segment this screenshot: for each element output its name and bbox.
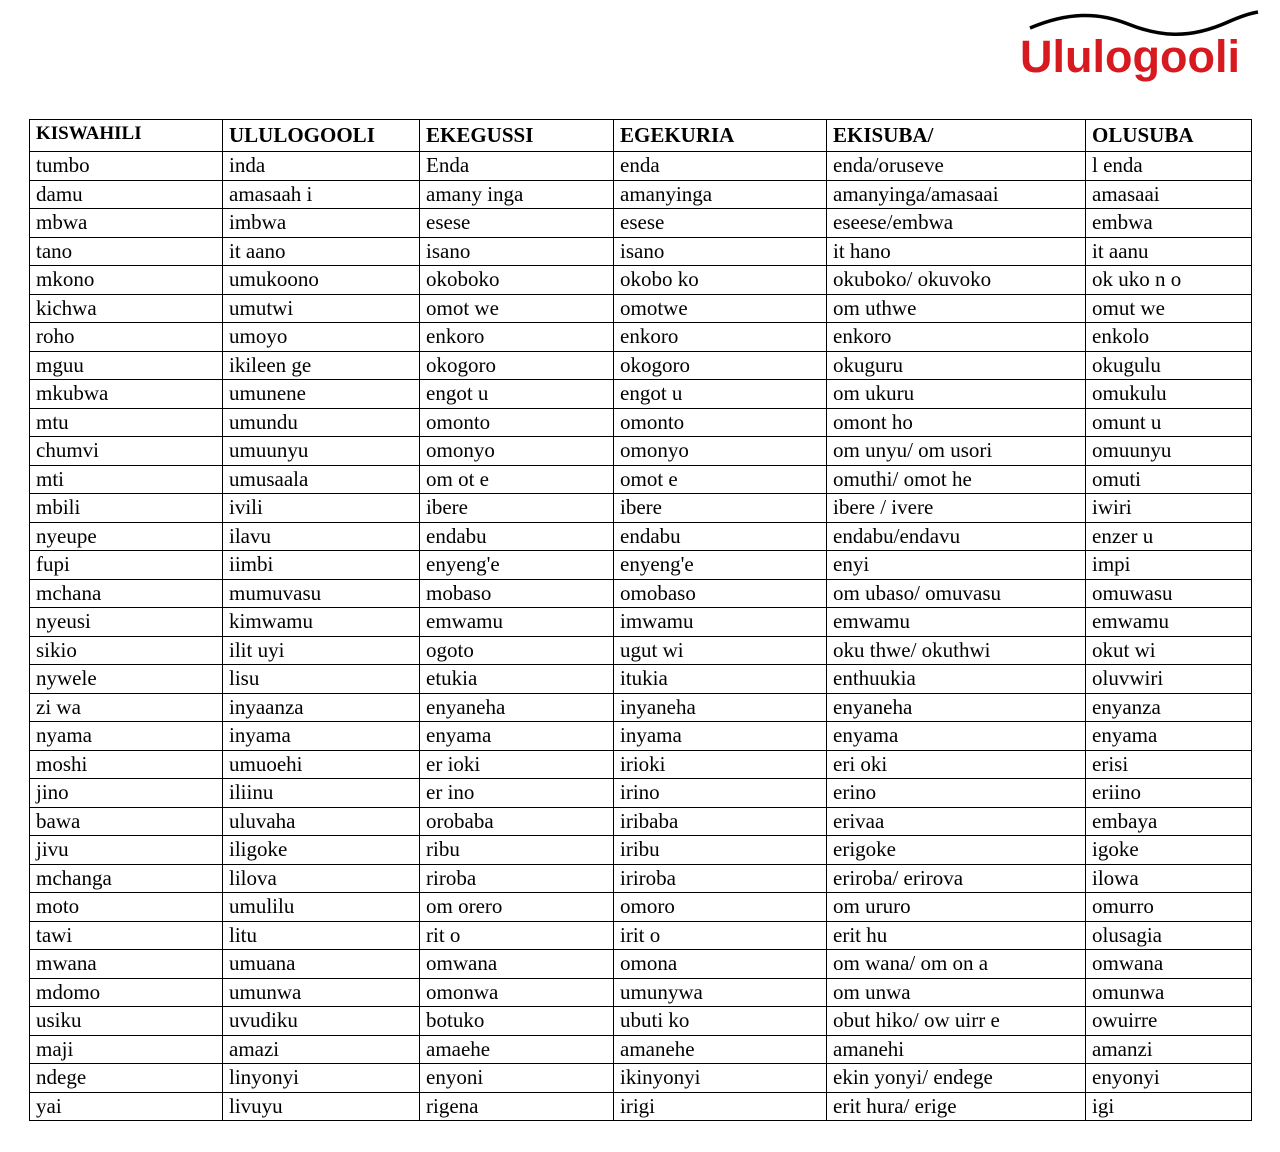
cell-olusuba: omuunyu [1086,437,1252,466]
cell-ululogooli: kimwamu [223,608,420,637]
cell-ululogooli: ilavu [223,522,420,551]
cell-kiswahili: bawa [30,807,223,836]
cell-ululogooli: amasaah i [223,180,420,209]
cell-ekisuba: obut hiko/ ow uirr e [827,1007,1086,1036]
cell-egekuria: ugut wi [614,636,827,665]
table-row [30,237,1252,266]
cell-ekegussi: esese [420,209,614,238]
cell-egekuria: esese [614,209,827,238]
cell-egekuria: enkoro [614,323,827,352]
cell-olusuba: iwiri [1086,494,1252,523]
cell-ekegussi: mobaso [420,579,614,608]
cell-egekuria: iribu [614,836,827,865]
cell-egekuria: imwamu [614,608,827,637]
cell-ululogooli: umunwa [223,978,420,1007]
vocabulary-table [29,119,1252,1121]
table-row [30,380,1252,409]
cell-egekuria: omonyo [614,437,827,466]
cell-kiswahili: nywele [30,665,223,694]
cell-kiswahili: moshi [30,750,223,779]
cell-kiswahili: mbili [30,494,223,523]
cell-egekuria: omona [614,950,827,979]
cell-kiswahili: roho [30,323,223,352]
cell-kiswahili: mkubwa [30,380,223,409]
cell-ekegussi: omwana [420,950,614,979]
cell-egekuria: irit o [614,921,827,950]
table-row [30,1035,1252,1064]
cell-ululogooli: mumuvasu [223,579,420,608]
cell-ekisuba: enyi [827,551,1086,580]
cell-egekuria: irioki [614,750,827,779]
cell-ekegussi: enyeng'e [420,551,614,580]
cell-ululogooli: amazi [223,1035,420,1064]
cell-kiswahili: tawi [30,921,223,950]
cell-ekisuba: amanyinga/amasaai [827,180,1086,209]
table-row [30,1007,1252,1036]
cell-olusuba: olusagia [1086,921,1252,950]
cell-ekisuba: ekin yonyi/ endege [827,1064,1086,1093]
cell-olusuba: omunt u [1086,408,1252,437]
cell-ekisuba: om ukuru [827,380,1086,409]
table-row [30,522,1252,551]
cell-ululogooli: iligoke [223,836,420,865]
cell-kiswahili: mchana [30,579,223,608]
cell-olusuba: igi [1086,1092,1252,1121]
cell-olusuba: omunwa [1086,978,1252,1007]
cell-olusuba: omwana [1086,950,1252,979]
cell-ululogooli: litu [223,921,420,950]
cell-kiswahili: mchanga [30,864,223,893]
cell-kiswahili: nyeupe [30,522,223,551]
table-row [30,437,1252,466]
cell-ekegussi: okoboko [420,266,614,295]
cell-kiswahili: mti [30,465,223,494]
cell-ekisuba: erino [827,779,1086,808]
cell-egekuria: okobo ko [614,266,827,295]
cell-olusuba: okut wi [1086,636,1252,665]
cell-ekegussi: ribu [420,836,614,865]
cell-kiswahili: tumbo [30,152,223,181]
cell-egekuria: iriroba [614,864,827,893]
cell-olusuba: enyanza [1086,693,1252,722]
cell-olusuba: oluvwiri [1086,665,1252,694]
cell-kiswahili: sikio [30,636,223,665]
cell-ululogooli: it aano [223,237,420,266]
cell-ekegussi: ibere [420,494,614,523]
cell-ululogooli: inda [223,152,420,181]
table-row [30,921,1252,950]
cell-egekuria: engot u [614,380,827,409]
table-row [30,209,1252,238]
cell-ekegussi: enyoni [420,1064,614,1093]
cell-ululogooli: ilit uyi [223,636,420,665]
cell-egekuria: amanehe [614,1035,827,1064]
cell-egekuria: omobaso [614,579,827,608]
cell-ululogooli: umoyo [223,323,420,352]
cell-olusuba: enkolo [1086,323,1252,352]
cell-ekisuba: eri oki [827,750,1086,779]
cell-kiswahili: tano [30,237,223,266]
header-kiswahili: KISWAHILI [30,120,223,152]
cell-kiswahili: nyeusi [30,608,223,637]
cell-ululogooli: iliinu [223,779,420,808]
cell-ululogooli: linyonyi [223,1064,420,1093]
cell-kiswahili: ndege [30,1064,223,1093]
table-row [30,1064,1252,1093]
cell-egekuria: ikinyonyi [614,1064,827,1093]
cell-ekisuba: omuthi/ omot he [827,465,1086,494]
table-row [30,665,1252,694]
table-row [30,608,1252,637]
cell-ekisuba: omont ho [827,408,1086,437]
cell-olusuba: impi [1086,551,1252,580]
cell-ekegussi: omot we [420,294,614,323]
cell-egekuria: omot e [614,465,827,494]
table-row [30,950,1252,979]
cell-egekuria: endabu [614,522,827,551]
cell-ekisuba: om ururo [827,893,1086,922]
cell-ululogooli: umunene [223,380,420,409]
cell-ekegussi: om ot e [420,465,614,494]
cell-ekisuba: enkoro [827,323,1086,352]
cell-ekisuba: om unwa [827,978,1086,1007]
cell-olusuba: amasaai [1086,180,1252,209]
table-row [30,750,1252,779]
header-olusuba: OLUSUBA [1086,120,1252,152]
cell-ekisuba: erit hu [827,921,1086,950]
cell-egekuria: itukia [614,665,827,694]
cell-kiswahili: maji [30,1035,223,1064]
table-row [30,494,1252,523]
cell-olusuba: embwa [1086,209,1252,238]
cell-egekuria: inyama [614,722,827,751]
cell-kiswahili: usiku [30,1007,223,1036]
cell-kiswahili: mtu [30,408,223,437]
cell-olusuba: igoke [1086,836,1252,865]
cell-ekisuba: okuboko/ okuvoko [827,266,1086,295]
cell-ekegussi: rit o [420,921,614,950]
cell-ekegussi: omonto [420,408,614,437]
cell-ululogooli: ivili [223,494,420,523]
cell-ekegussi: botuko [420,1007,614,1036]
table-row [30,323,1252,352]
cell-ululogooli: umuunyu [223,437,420,466]
table-row [30,779,1252,808]
cell-ekegussi: enkoro [420,323,614,352]
cell-kiswahili: chumvi [30,437,223,466]
cell-ululogooli: imbwa [223,209,420,238]
table-row [30,807,1252,836]
cell-ekegussi: isano [420,237,614,266]
cell-olusuba: emwamu [1086,608,1252,637]
cell-ekegussi: enyaneha [420,693,614,722]
cell-ululogooli: lisu [223,665,420,694]
cell-olusuba: it aanu [1086,237,1252,266]
cell-olusuba: omukulu [1086,380,1252,409]
header-ekegussi: EKEGUSSI [420,120,614,152]
cell-ekisuba: ibere / ivere [827,494,1086,523]
cell-ekisuba: erigoke [827,836,1086,865]
cell-ekisuba: enyama [827,722,1086,751]
table-row [30,693,1252,722]
cell-kiswahili: mwana [30,950,223,979]
cell-ekegussi: ogoto [420,636,614,665]
cell-ululogooli: inyama [223,722,420,751]
cell-ekegussi: riroba [420,864,614,893]
cell-olusuba: erisi [1086,750,1252,779]
table-row [30,836,1252,865]
cell-kiswahili: mdomo [30,978,223,1007]
cell-ululogooli: umundu [223,408,420,437]
cell-ekegussi: etukia [420,665,614,694]
cell-olusuba: owuirre [1086,1007,1252,1036]
cell-egekuria: inyaneha [614,693,827,722]
cell-olusuba: amanzi [1086,1035,1252,1064]
cell-olusuba: embaya [1086,807,1252,836]
table-row [30,636,1252,665]
cell-ekegussi: rigena [420,1092,614,1121]
cell-kiswahili: damu [30,180,223,209]
cell-ekisuba: om wana/ om on a [827,950,1086,979]
cell-kiswahili: mguu [30,351,223,380]
cell-egekuria: enda [614,152,827,181]
cell-ululogooli: livuyu [223,1092,420,1121]
table-row [30,551,1252,580]
cell-olusuba: l enda [1086,152,1252,181]
cell-ululogooli: inyaanza [223,693,420,722]
cell-ekegussi: amany inga [420,180,614,209]
cell-olusuba: ilowa [1086,864,1252,893]
cell-egekuria: isano [614,237,827,266]
logo-text: Ululogooli [1020,31,1240,82]
table-row [30,722,1252,751]
cell-olusuba: omut we [1086,294,1252,323]
table-row [30,978,1252,1007]
cell-ekisuba: erit hura/ erige [827,1092,1086,1121]
cell-ekegussi: omonwa [420,978,614,1007]
cell-ekegussi: engot u [420,380,614,409]
cell-kiswahili: fupi [30,551,223,580]
cell-kiswahili: mbwa [30,209,223,238]
cell-kiswahili: kichwa [30,294,223,323]
cell-ululogooli: lilova [223,864,420,893]
cell-ekisuba: oku thwe/ okuthwi [827,636,1086,665]
cell-olusuba: omuwasu [1086,579,1252,608]
cell-ululogooli: iimbi [223,551,420,580]
cell-kiswahili: jino [30,779,223,808]
cell-ekegussi: emwamu [420,608,614,637]
cell-kiswahili: jivu [30,836,223,865]
table-row [30,864,1252,893]
cell-ekisuba: enda/oruseve [827,152,1086,181]
cell-kiswahili: nyama [30,722,223,751]
cell-olusuba: enzer u [1086,522,1252,551]
cell-ululogooli: umuana [223,950,420,979]
cell-ekisuba: amanehi [827,1035,1086,1064]
cell-kiswahili: yai [30,1092,223,1121]
cell-kiswahili: mkono [30,266,223,295]
cell-ululogooli: uluvaha [223,807,420,836]
cell-ululogooli: umukoono [223,266,420,295]
cell-kiswahili: moto [30,893,223,922]
cell-ekegussi: omonyo [420,437,614,466]
cell-egekuria: iribaba [614,807,827,836]
header-egekuria: EGEKURIA [614,120,827,152]
cell-ekegussi: om orero [420,893,614,922]
cell-kiswahili: zi wa [30,693,223,722]
cell-olusuba: enyama [1086,722,1252,751]
cell-egekuria: irino [614,779,827,808]
cell-ekegussi: er ioki [420,750,614,779]
header-ekisuba: EKISUBA/ [827,120,1086,152]
cell-egekuria: amanyinga [614,180,827,209]
table-row [30,408,1252,437]
table-row [30,152,1252,181]
cell-olusuba: okugulu [1086,351,1252,380]
cell-egekuria: ubuti ko [614,1007,827,1036]
cell-ekegussi: okogoro [420,351,614,380]
cell-olusuba: omurro [1086,893,1252,922]
cell-ekisuba: enyaneha [827,693,1086,722]
cell-egekuria: omonto [614,408,827,437]
cell-ekisuba: om uthwe [827,294,1086,323]
cell-olusuba: enyonyi [1086,1064,1252,1093]
cell-egekuria: okogoro [614,351,827,380]
cell-ekegussi: Enda [420,152,614,181]
cell-ekegussi: enyama [420,722,614,751]
cell-egekuria: irigi [614,1092,827,1121]
cell-olusuba: ok uko n o [1086,266,1252,295]
cell-ekisuba: emwamu [827,608,1086,637]
cell-ekisuba: it hano [827,237,1086,266]
cell-ululogooli: umusaala [223,465,420,494]
cell-ekisuba: om unyu/ om usori [827,437,1086,466]
cell-olusuba: eriino [1086,779,1252,808]
cell-ululogooli: umuoehi [223,750,420,779]
table-row [30,465,1252,494]
cell-ekegussi: er ino [420,779,614,808]
table-row [30,266,1252,295]
cell-ekegussi: orobaba [420,807,614,836]
table-row [30,893,1252,922]
cell-egekuria: enyeng'e [614,551,827,580]
cell-egekuria: ibere [614,494,827,523]
cell-ekegussi: endabu [420,522,614,551]
table-row [30,351,1252,380]
cell-ululogooli: uvudiku [223,1007,420,1036]
cell-ekisuba: okuguru [827,351,1086,380]
table-row [30,294,1252,323]
ululogooli-logo [1020,10,1260,90]
cell-ekisuba: om ubaso/ omuvasu [827,579,1086,608]
cell-ekisuba: enthuukia [827,665,1086,694]
cell-ululogooli: umutwi [223,294,420,323]
cell-olusuba: omuti [1086,465,1252,494]
header-ululogooli: ULULOGOOLI [223,120,420,152]
cell-ekisuba: eriroba/ erirova [827,864,1086,893]
cell-ululogooli: ikileen ge [223,351,420,380]
cell-ululogooli: umulilu [223,893,420,922]
vocabulary-rows [30,152,1252,1121]
cell-ekisuba: erivaa [827,807,1086,836]
table-row [30,579,1252,608]
table-row [30,1092,1252,1121]
cell-egekuria: omoro [614,893,827,922]
cell-egekuria: omotwe [614,294,827,323]
cell-ekisuba: eseese/embwa [827,209,1086,238]
header-row [30,120,1252,152]
table-row [30,180,1252,209]
cell-egekuria: umunywa [614,978,827,1007]
cell-ekisuba: endabu/endavu [827,522,1086,551]
cell-ekegussi: amaehe [420,1035,614,1064]
